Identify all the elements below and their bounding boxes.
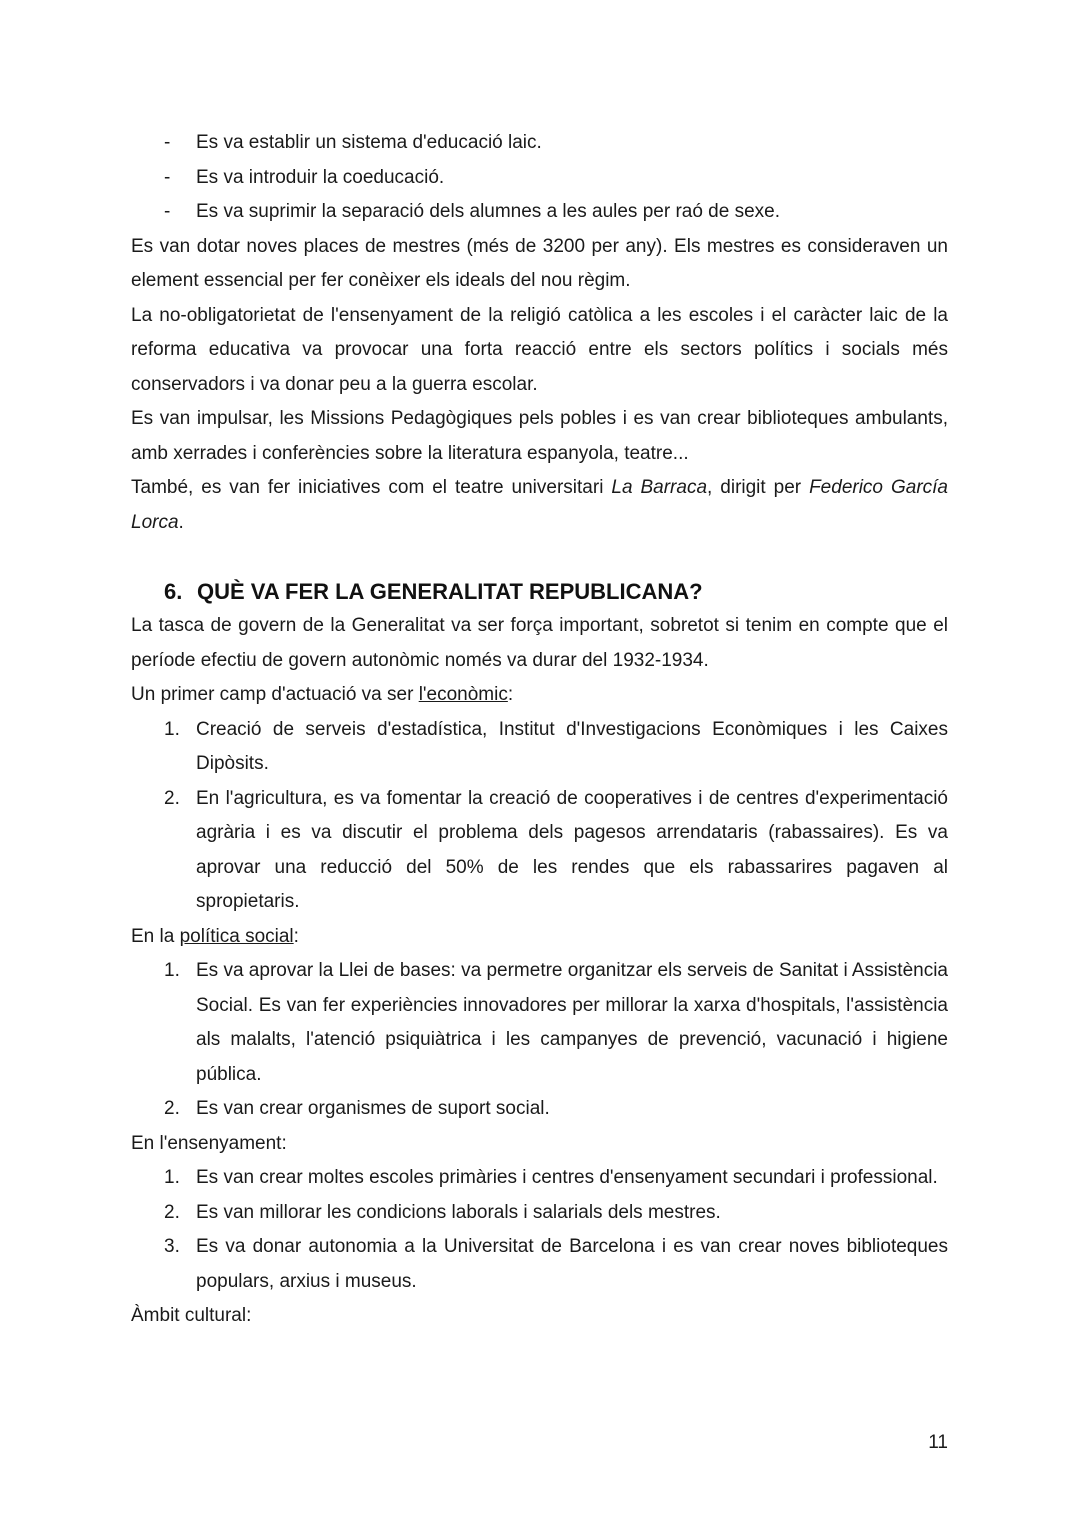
social-lead	[131, 920, 948, 955]
barraca-text-before: També, es van fer iniciatives com el teatre universitari	[131, 477, 612, 498]
page-content	[131, 126, 948, 1334]
social-link[interactable]: política social	[179, 925, 294, 947]
list-item-text: Es van crear moltes escoles primàries i centres d'ensenyament secundari i professional.	[196, 1167, 938, 1188]
list-item-text: Creació de serveis d'estadística, Institut d'Investigacions Econòmiques i les Caixes Dipòsits.	[196, 718, 948, 774]
page-number: 11	[928, 1432, 948, 1453]
education-lead: En l'ensenyament:	[131, 1132, 287, 1154]
section-intro: La tasca de govern de la Generalitat va ser força important, sobretot si tenim en compte que el període efectiu de govern autonòmic només va durar del 1932-1934.	[131, 615, 948, 671]
list-item-text: Es va introduir la coeducació.	[196, 166, 445, 188]
list-item-number: 3.	[164, 1236, 180, 1257]
social-lead-text: En la	[131, 925, 180, 947]
section-number: 6.	[164, 579, 183, 604]
list-item	[131, 1230, 948, 1299]
barraca-author: Federico García Lorca	[131, 477, 948, 533]
list-item-number: 1.	[164, 718, 180, 740]
list-item-number: 1.	[164, 960, 180, 981]
list-item-text: Es va donar autonomia a la Universitat de Barcelona i es van crear noves biblioteques populars, arxius i museus.	[196, 1236, 948, 1292]
bullet-marker: -	[164, 166, 171, 188]
cultural-lead: Àmbit cultural:	[131, 1305, 252, 1326]
education-list	[131, 1161, 948, 1299]
section-title: QUÈ VA FER LA GENERALITAT REPUBLICANA?	[197, 579, 703, 604]
list-item	[131, 195, 948, 230]
list-item	[131, 782, 948, 920]
list-item	[131, 713, 948, 782]
list-item-text: Es van crear organismes de suport social.	[196, 1098, 550, 1119]
economic-list	[131, 713, 948, 920]
economic-lead-colon: :	[507, 684, 514, 705]
economic-lead-text: Un primer camp d'actuació va ser	[131, 684, 419, 705]
list-item-text: Es va establir un sistema d'educació laic.	[196, 132, 542, 153]
section-heading	[131, 575, 948, 609]
list-item-number: 2.	[164, 787, 180, 809]
list-item-text: Es van millorar les condicions laborals i salarials dels mestres.	[196, 1201, 721, 1223]
list-item-text: Es va aprovar la Llei de bases: va permetre organitzar els serveis de Sanitat i Assistència Social. Es van fer experiències innovadores per millorar la xarxa d'hospitals, l'assistència als malalts, l'atenció psiquiàtrica i les campanyes de prevenció, vacunació i higiene pública.	[196, 960, 948, 1085]
list-item	[131, 126, 948, 161]
list-item-text: Es va suprimir la separació dels alumnes a les aules per raó de sexe.	[196, 201, 781, 222]
economic-lead	[131, 678, 948, 713]
list-item	[131, 1092, 948, 1127]
paragraph-missions: Es van impulsar, les Missions Pedagògiques pels pobles i es van crear biblioteques ambulants, amb xerrades i conferències sobre la literatura espanyola, teatre...	[131, 408, 948, 464]
bullet-marker: -	[164, 132, 171, 153]
social-list	[131, 954, 948, 1127]
list-item-number: 2.	[164, 1098, 180, 1119]
list-item-text: En l'agricultura, es va fomentar la creació de cooperatives i de centres d'experimentació agrària i es va discutir el problema dels pagesos arrendataris (rabassaires). Es va aprovar una reducció del 50% de les rendes que els rabassarires pagaven al spropietaris.	[196, 787, 948, 912]
list-item	[131, 1161, 948, 1196]
list-item	[131, 161, 948, 196]
paragraph-mestres: Es van dotar noves places de mestres (més de 3200 per any). Els mestres es consideraven un element essencial per fer conèixer els ideals del nou règim.	[131, 235, 948, 291]
list-item	[131, 1196, 948, 1231]
economic-link[interactable]: l'econòmic	[418, 684, 508, 705]
barraca-title: La Barraca	[611, 477, 708, 498]
list-item	[131, 954, 948, 1092]
education-reform-bullets	[131, 126, 948, 230]
paragraph-religio: La no-obligatorietat de l'ensenyament de la religió catòlica a les escoles i el caràcter laic de la reforma educativa va provocar una forta reacció entre els sectors polítics i socials més conservadors i va donar peu a la guerra escolar.	[131, 304, 948, 395]
barraca-text-after: .	[178, 511, 184, 533]
list-item-number: 1.	[164, 1167, 180, 1188]
barraca-text-middle: , dirigit per	[707, 477, 810, 498]
social-lead-colon: :	[293, 925, 299, 947]
paragraph-barraca	[131, 471, 948, 540]
list-item-number: 2.	[164, 1201, 180, 1223]
bullet-marker: -	[164, 201, 171, 222]
